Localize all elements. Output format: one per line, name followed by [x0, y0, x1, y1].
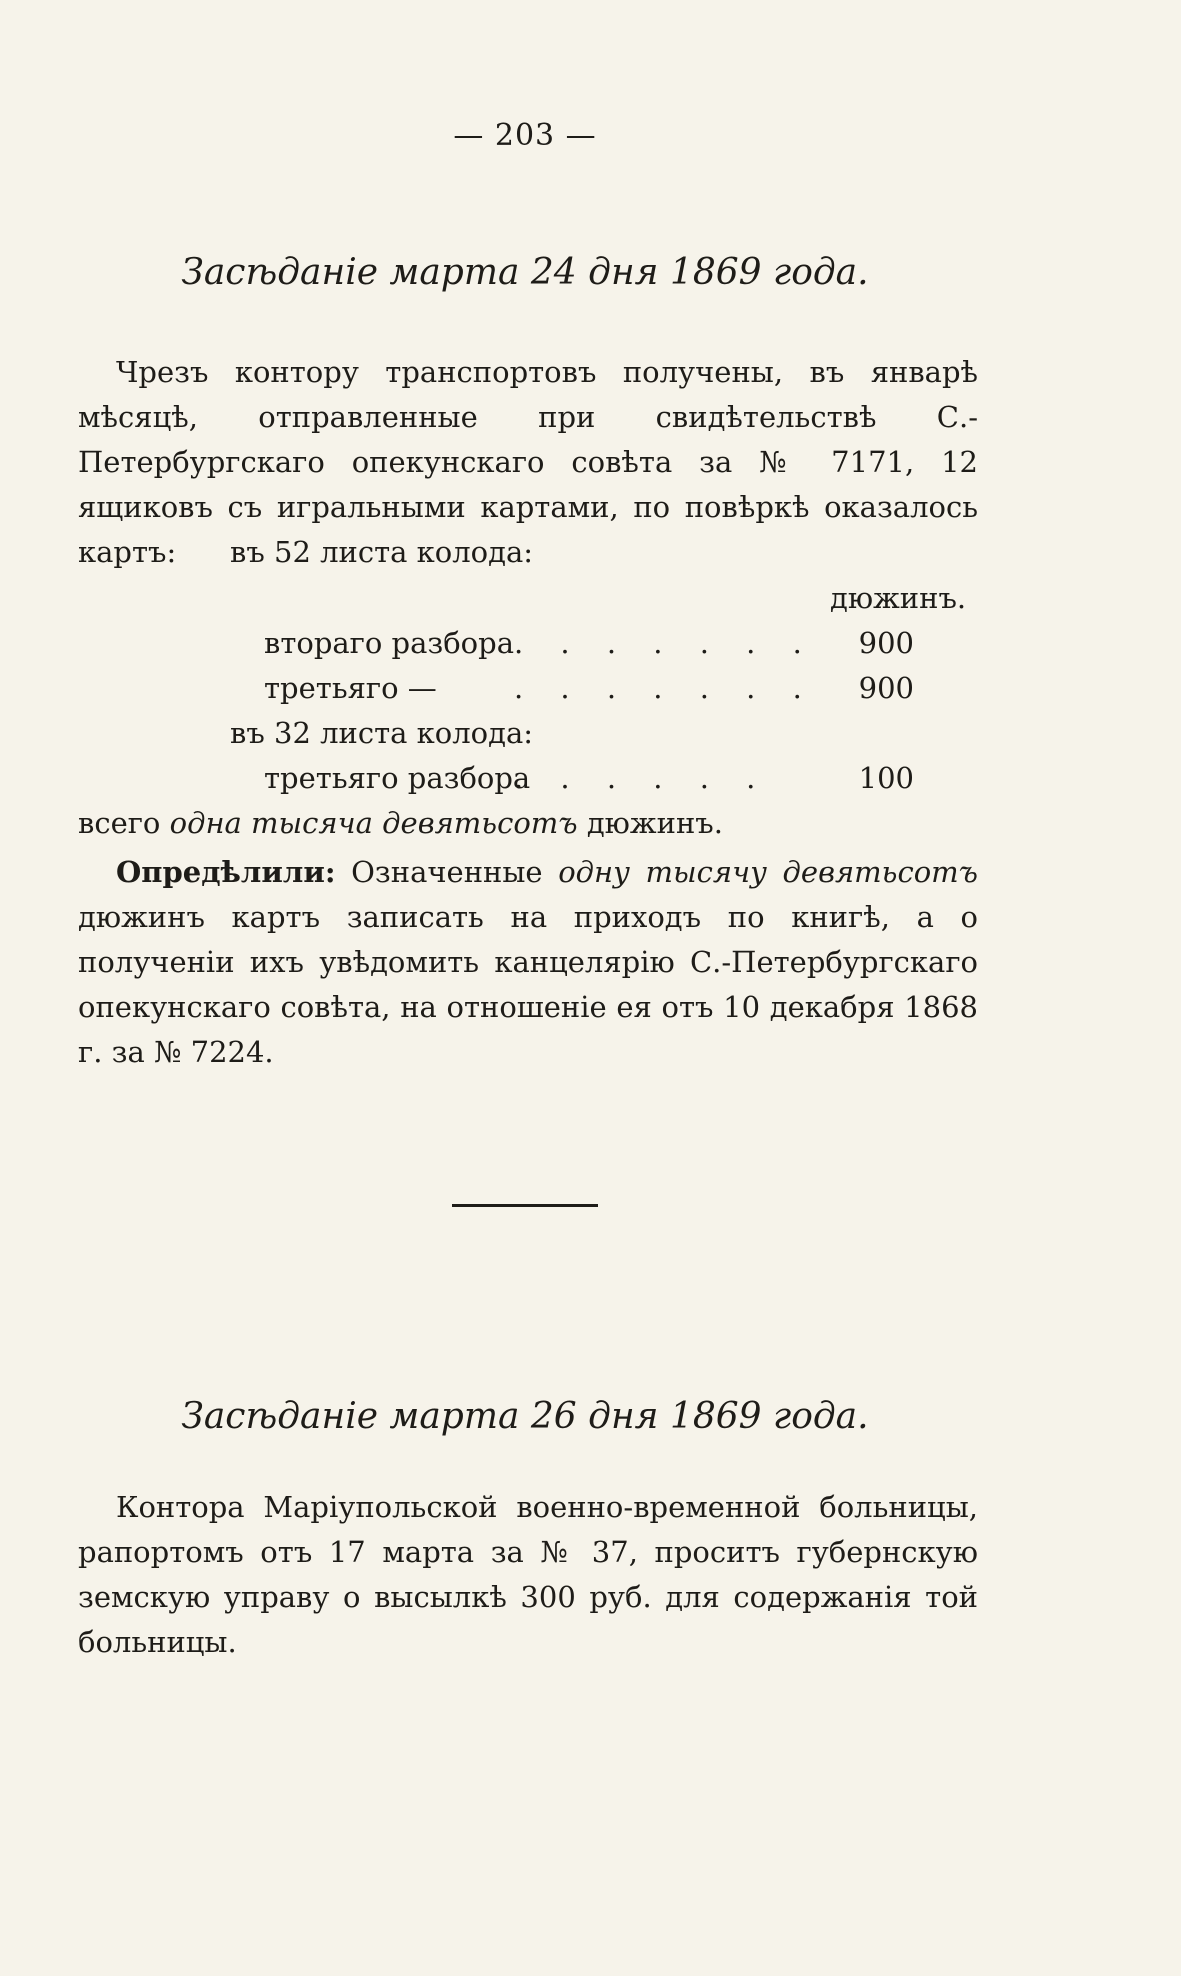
unit-label-dozens: дюжинъ.	[830, 581, 967, 615]
row-dots: . . . . . . .	[514, 626, 816, 660]
list-row	[264, 756, 914, 801]
list-row	[264, 621, 914, 666]
row-label: третьяго —	[264, 671, 437, 705]
row-quantity: 900	[858, 626, 914, 660]
section-divider	[452, 1204, 598, 1207]
total-line	[78, 801, 723, 846]
paragraph-hospital-request: Контора Маріупольской военно-временной больницы, рапортомъ отъ 17 марта за № 37, проситъ губернскую земскую управу о высылкѣ 300 руб. для содержанія той больницы.	[78, 1490, 978, 1659]
group-32-sheets-label: въ 32 листа колода:	[230, 716, 534, 750]
total-suffix: дюжинъ.	[586, 806, 723, 840]
decision-text-1: Означенные	[335, 855, 559, 889]
session-heading-march-26: Засѣданіе марта 26 дня 1869 года.	[181, 1396, 869, 1437]
paragraph-decision	[78, 850, 978, 1075]
decision-text-2: дюжинъ картъ записать на приходъ по книгѣ, а о полученіи ихъ увѣдомить канцелярію С.-Петербургскаго опекунскаго совѣта, на отношеніе ея отъ 10 декабря 1868 г. за № 7224.	[78, 900, 978, 1069]
row-quantity: 900	[858, 671, 914, 705]
decision-amount-words: одну тысячу девятьсотъ	[558, 855, 978, 889]
list-row	[264, 666, 914, 711]
total-amount-words: одна тысяча девятьсотъ	[169, 806, 578, 840]
row-dots: . . . . . . .	[514, 671, 816, 705]
row-label: третьяго разбора	[264, 761, 531, 795]
group-52-sheets-label: въ 52 листа колода:	[230, 535, 534, 569]
decision-label: Опредѣлили:	[116, 855, 336, 889]
page-number: — 203 —	[453, 118, 597, 153]
row-label: втораго разбора	[264, 626, 514, 660]
session-heading-march-24: Засѣданіе марта 24 дня 1869 года.	[181, 252, 869, 293]
row-quantity: 100	[858, 761, 914, 795]
row-dots: . . . . . .	[514, 761, 770, 795]
paragraph-cards-received: Чрезъ контору транспортовъ получены, въ январѣ мѣсяцѣ, отправленные при свидѣтельствѣ С.-Петербургскаго опекунскаго совѣта за № 7171, 12 ящиковъ съ игральными картами, по повѣркѣ оказалось картъ:	[78, 355, 978, 569]
total-prefix: всего	[78, 806, 161, 840]
